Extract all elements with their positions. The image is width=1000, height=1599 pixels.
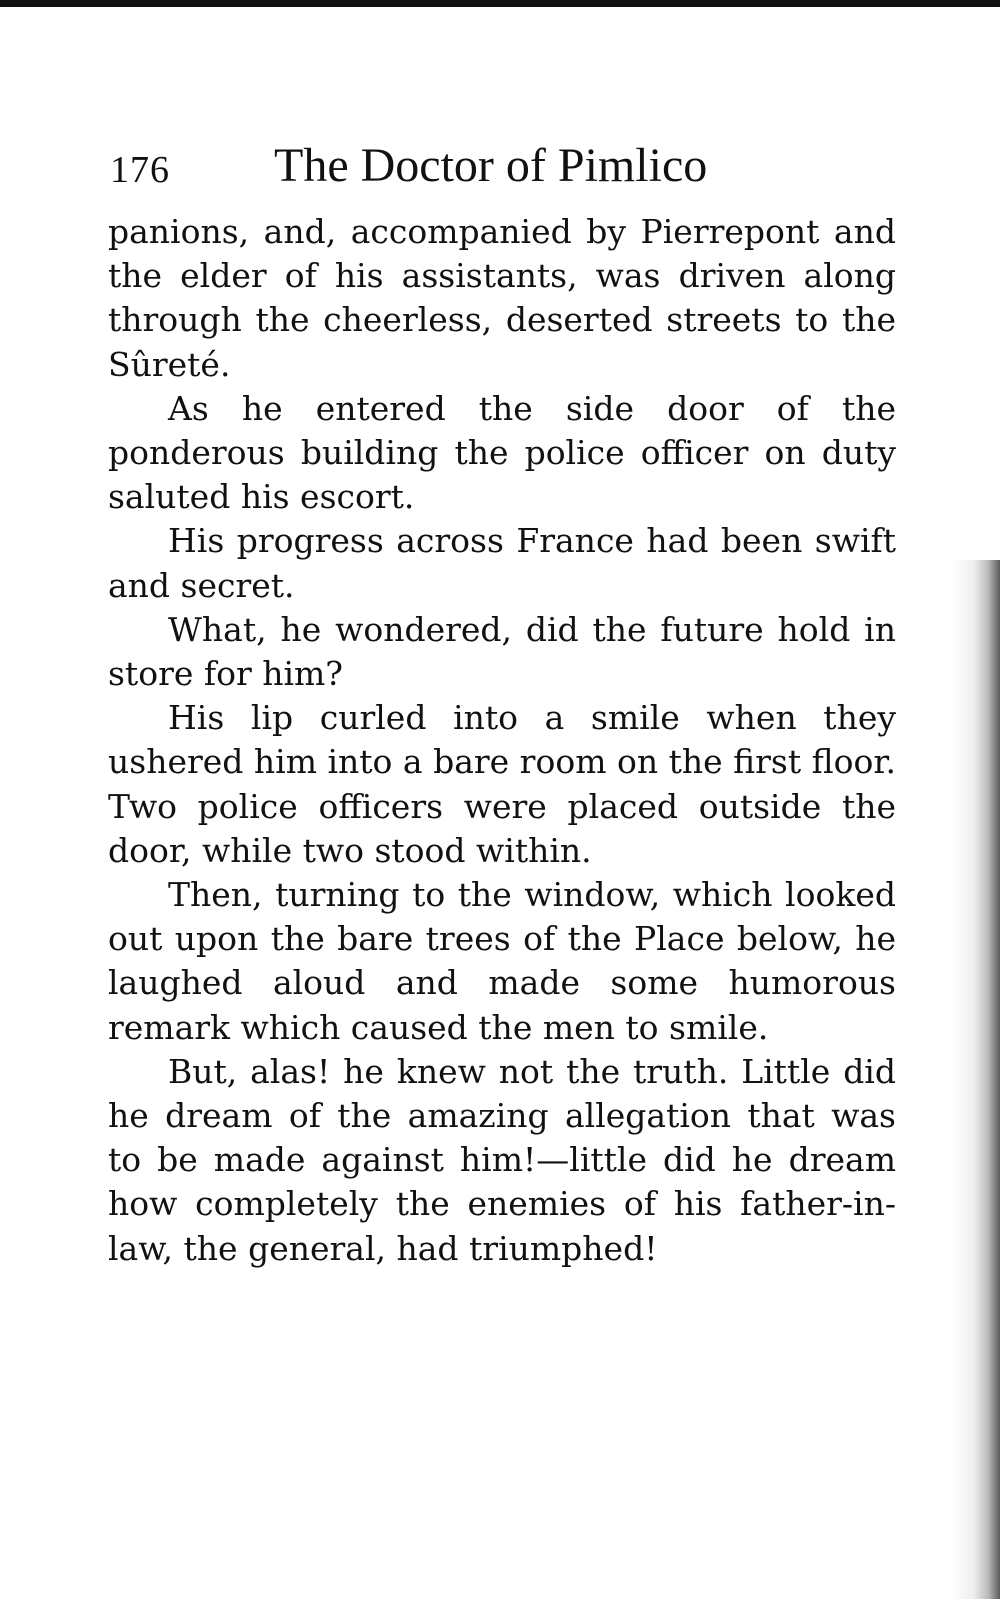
paragraph: His progress across France had been swift and secret. bbox=[108, 521, 896, 605]
running-title: The Doctor of Pimlico bbox=[274, 139, 708, 192]
page-edge-shadow bbox=[952, 560, 1000, 1599]
paragraph-continued: panions, and, accompanied by Pierrepont and the elder of his assistants, was driven along through the cheerless, deserted streets to the Sûreté. bbox=[108, 212, 896, 384]
paragraph: Then, turning to the window, which looked out upon the bare trees of the Place below, he laughed aloud and made some humorous remark which caused the men to smile. bbox=[108, 875, 896, 1047]
paragraph: What, he wondered, did the future hold in store for him? bbox=[108, 609, 896, 694]
paragraph: But, alas! he knew not the truth. Little did he dream of the amazing allegation that was to be made against him!—little did he dream how completely the enemies of his father-in-law, the general, had triumphed! bbox=[108, 1051, 896, 1268]
top-border bbox=[0, 0, 1000, 7]
page-header bbox=[110, 138, 910, 198]
page-number: 176 bbox=[110, 149, 170, 191]
paragraph: His lip curled into a smile when they ushered him into a bare room on the first floor. Two police officers were placed outside the door, while two stood within. bbox=[108, 698, 896, 870]
body-text bbox=[108, 210, 896, 1271]
paragraph: As he entered the side door of the ponderous building the police officer on duty saluted his escort. bbox=[108, 388, 896, 517]
